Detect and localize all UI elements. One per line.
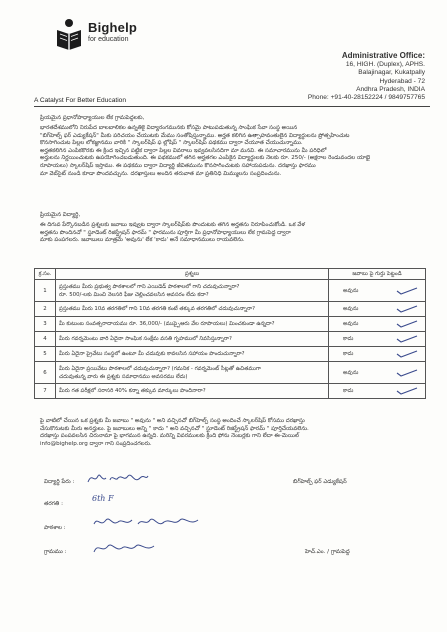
question-cell: [56, 347, 329, 362]
answer-cell[interactable]: [329, 347, 426, 362]
answer-label: అవును: [343, 321, 359, 327]
answer-cell[interactable]: [329, 302, 426, 317]
class-value[interactable]: 6th F: [92, 494, 114, 503]
question-line: మీరు ఏదైనా ప్రయివేటు పాఠశాలలో చదువుచున్నారా? (గమనిక - గవర్నమెంట్ సీట్లతో ఉచితముగా: [59, 365, 261, 372]
answer-cell[interactable]: [329, 317, 426, 332]
questions-table: [34, 268, 426, 399]
address-line: Hyderabad - 72: [379, 77, 425, 85]
school-label: పాఠశాల :: [44, 525, 66, 531]
organization-signature-label: బిగ్‌హెల్ప్ ఫర్ ఎడ్యుకేషన్: [293, 479, 347, 485]
question-line: మీరు గవర్నమెంటు వారి ఏదైనా సాంఘిక సంక్షేమ వసతి గృహములో నివసిస్తున్నారా?: [59, 336, 232, 342]
paragraph-line: అర్హతకలిగిన ఎంపికకొరకు ఈ క్రింద ఇచ్చిన పట్టిక ద్వారా పిల్లల వివరాలు ఇవ్వవలసినదిగా మా మనవి. ఈ సమాచారమును మీ పరిధిలో: [40, 147, 327, 154]
question-cell: [56, 384, 329, 399]
answer-cell[interactable]: [329, 384, 426, 399]
question-line: మీరు గత పరీక్షలో సరాసరి 40% కన్నా తక్కువ మార్కులు పొందినారా?: [59, 388, 206, 394]
paragraph-line: దరఖాస్తు పంపవలసిన చిరునామా పై భాగమున ఉన్నది. మరిన్ని వివరములకు క్రింది ఫోను నెంబర్లకు గాని లేదా ఈ-మెయిల్: [40, 433, 299, 440]
book-person-icon: [54, 18, 84, 50]
question-line: ప్రస్తుతము మీరు ప్రభుత్వ పాఠశాలలో గాని ఎయిడెడ్ పాఠశాలలో గాని చదువుచున్నారా?: [59, 283, 240, 290]
answer-label: అవును: [343, 287, 359, 294]
table-row: [35, 362, 426, 384]
answer-label: కాదు: [343, 351, 354, 357]
question-line: రూ. 500/-లకు మించి నెలసరి ఫీజు చెల్లించవలసిన అవసరం లేదు కదా?: [59, 291, 209, 298]
paragraph-line: చేసుకొనుటకు మీరు అనర్హులు. పై జవాబులు అన్ని " కాదు " అని వచ్చినచో " స్టూడెంట్ రిజిస్ట్రేషన్ ఫారమ్ " పూర్తిచేయవలెను.: [40, 425, 309, 432]
handwritten-tick-icon: [395, 350, 419, 358]
question-line: మీ కుటుంబ సంవత్సరాదాయము రూ. 36,000/- (ముప్పైఆరు వేల రూపాయలు) మించకుండా ఉన్నదా?: [59, 321, 275, 327]
bighelp-logo: [54, 16, 184, 86]
paragraph-line: భారతదేశములోని నిరుపేద బాలబాలికల ఉన్నతికై విద్యారంగమునకు కోసమై పాటుపడుతున్న సాంఘిక సేవా సంస్థ అయిన: [40, 125, 298, 131]
handwritten-tick-icon: [395, 305, 419, 313]
table-row: [35, 280, 426, 302]
handwritten-tick-icon: [395, 287, 419, 295]
intro-paragraph: [40, 125, 430, 178]
question-line: మీరు ఏదైనా ప్రైవేటు సంస్థలో ఉంటూ మీ చదువుకు కావలసిన సహాయం పొందుచున్నారా?: [59, 351, 245, 357]
answer-label: అవును: [343, 369, 359, 376]
paragraph-line: ఈ దిగువ పేర్కొనబడిన ప్రశ్నలకు జవాబు ఇవ్వుట ద్వారా స్కాలర్‌షిప్‌కు పొందుటకు తగిన అర్హతను నిరూపించుకోండి. ఒక వేళ: [40, 222, 305, 228]
answer-cell[interactable]: [329, 332, 426, 347]
paragraph-line: రూపాయలు) స్కాలర్‌షిప్ ఇస్తాము. ఈ పథకము ద్వారా విద్యార్థి జీవితమును కొనసాగించుటకు సహాయపడును. దరఖాస్తు ఫారము: [40, 162, 316, 169]
question-cell: [56, 332, 329, 347]
answer-label: కాదు: [343, 388, 354, 394]
handwritten-school-name[interactable]: [92, 514, 202, 530]
question-cell: [56, 317, 329, 332]
table-row: [35, 332, 426, 347]
class-label: తరగతి :: [44, 501, 63, 507]
student-subhead: ప్రియమైన విద్యార్థి,: [40, 212, 81, 218]
handwritten-village-name[interactable]: [92, 540, 156, 556]
table-row: [35, 384, 426, 399]
closing-paragraph: [40, 418, 430, 448]
question-cell: [56, 302, 329, 317]
brand-subtitle: for education: [88, 36, 129, 43]
handwritten-student-name[interactable]: [86, 470, 150, 486]
answer-label: అవును: [343, 306, 359, 312]
email-line: info@bighelp.org ద్వారా గాని సంప్రదించగలరు.: [40, 440, 152, 447]
paragraph-line: పై వాటిలో చేయిన ఒక ప్రశ్నకు మీ జవాబు " అవును " అని వచ్చినచో బిగ్‌హెల్ప్ సంస్థ అందించే స్కాలర్‌షిప్ కోసము దరఖాస్తు: [40, 418, 305, 424]
answer-cell[interactable]: [329, 362, 426, 384]
office-address: [308, 50, 425, 102]
paragraph-line: కొనసాగించుట పిల్లల లోకజ్ఞానము వారికి " స్కాలర్‌షిప్ ఫ ల్లోషిప్ " స్కాలర్‌షిప్ పథకము ద్వారా చేయూత చేయుచున్నాము.: [40, 140, 303, 147]
office-title: Administrative Office:: [341, 51, 425, 60]
table-row: [35, 317, 426, 332]
handwritten-tick-icon: [395, 335, 419, 343]
instruction-paragraph: [40, 222, 430, 245]
address-line: 16, HIGH. (Duplex), APHS.: [345, 61, 425, 68]
row-number: 7: [35, 384, 56, 399]
table-row: [35, 347, 426, 362]
handwritten-tick-icon: [395, 369, 419, 377]
col-header-question: ప్రశ్నలు: [56, 269, 329, 280]
table-row: [35, 302, 426, 317]
salutation: ప్రియమైన ప్రధానోపాధ్యాయుల లేక గ్రామపెద్దలకు,: [40, 115, 145, 121]
header-divider: [34, 106, 430, 107]
handwritten-tick-icon: [395, 387, 419, 395]
paragraph-line: మా వెబ్‌సైట్ నుండి కూడా పొందవచ్చును. దరఖాస్తులు అందిన తరువాత మా ప్రతినిధి మిమ్ములను సంప్రదించును.: [40, 170, 282, 177]
paragraph-line: మాకు పంపగలరు. జవాబులు మాత్రమే 'అవును' లేక 'కాదు' అనే సమాధానములు రాయవలెను.: [40, 237, 245, 244]
tagline: A Catalyst For Better Education: [34, 97, 126, 104]
paragraph-line: అర్హతను పొందినచో " స్టూడెంట్ రిజిస్ట్రేషన్ ఫారమ్ " ఫారమును పూర్తిగా మీ ప్రధానోపాధ్యాయులు లేక గ్రామపెద్ద ద్వారా: [40, 229, 291, 236]
row-number: 1: [35, 280, 56, 302]
phone-line: Phone: +91-40-28152224 / 9849757765: [307, 94, 425, 102]
handwritten-tick-icon: [395, 320, 419, 328]
address-line: Balajinagar, Kukatpally: [358, 69, 425, 77]
village-label: గ్రామము :: [44, 549, 67, 555]
address-line: Andhra Pradesh, INDIA: [356, 85, 425, 93]
row-number: 6: [35, 362, 56, 384]
question-line: చదువుతున్న వారు ఈ ప్రశ్నకు సమాధానము అవసరము లేదు): [59, 373, 188, 380]
row-number: 3: [35, 317, 56, 332]
answer-label: కాదు: [343, 336, 354, 342]
col-header-answer: జవాబు పై గుర్తు పెట్టండి: [329, 269, 426, 280]
row-number: 5: [35, 347, 56, 362]
question-cell: [56, 362, 329, 384]
brand-name: Bighelp: [88, 20, 138, 35]
headmaster-signature-label: హెచ్.ఎం. / గ్రామపెద్ద: [305, 549, 350, 555]
question-line: ప్రస్తుతము మీరు 10వ తరగతిలో గాని 10వ తరగతి కంటే తక్కువ తరగతిలో చదువుచున్నారా?: [59, 306, 255, 312]
table-header-row: [35, 269, 426, 280]
paragraph-line: "బిగ్‌హెల్ప్ ఫర్ ఎడ్యుకేషన్" మీకు పరిచయం చేయుటకు మేము సంతోషిస్తున్నాము. అర్హత కలిగిన ఉత్సాహవంతులైన విద్యార్థులను ప్రోత్సహించుట: [40, 132, 350, 139]
student-name-label: విద్యార్థి పేరు :: [44, 479, 75, 485]
row-number: 4: [35, 332, 56, 347]
paragraph-line: అర్హులను నిర్ణయించుటకు ఉపయోగించబడుతుంది. ఈ పథకములో తగిన అర్హతగల ఎంపికైన విద్యార్థులకు నెలకు రూ. 250/- (అక్షరాల రెండువందల యాభై: [40, 155, 371, 162]
question-cell: [56, 280, 329, 302]
row-number: 2: [35, 302, 56, 317]
answer-cell[interactable]: [329, 280, 426, 302]
col-header-number: క్ర.సం.: [35, 269, 56, 280]
